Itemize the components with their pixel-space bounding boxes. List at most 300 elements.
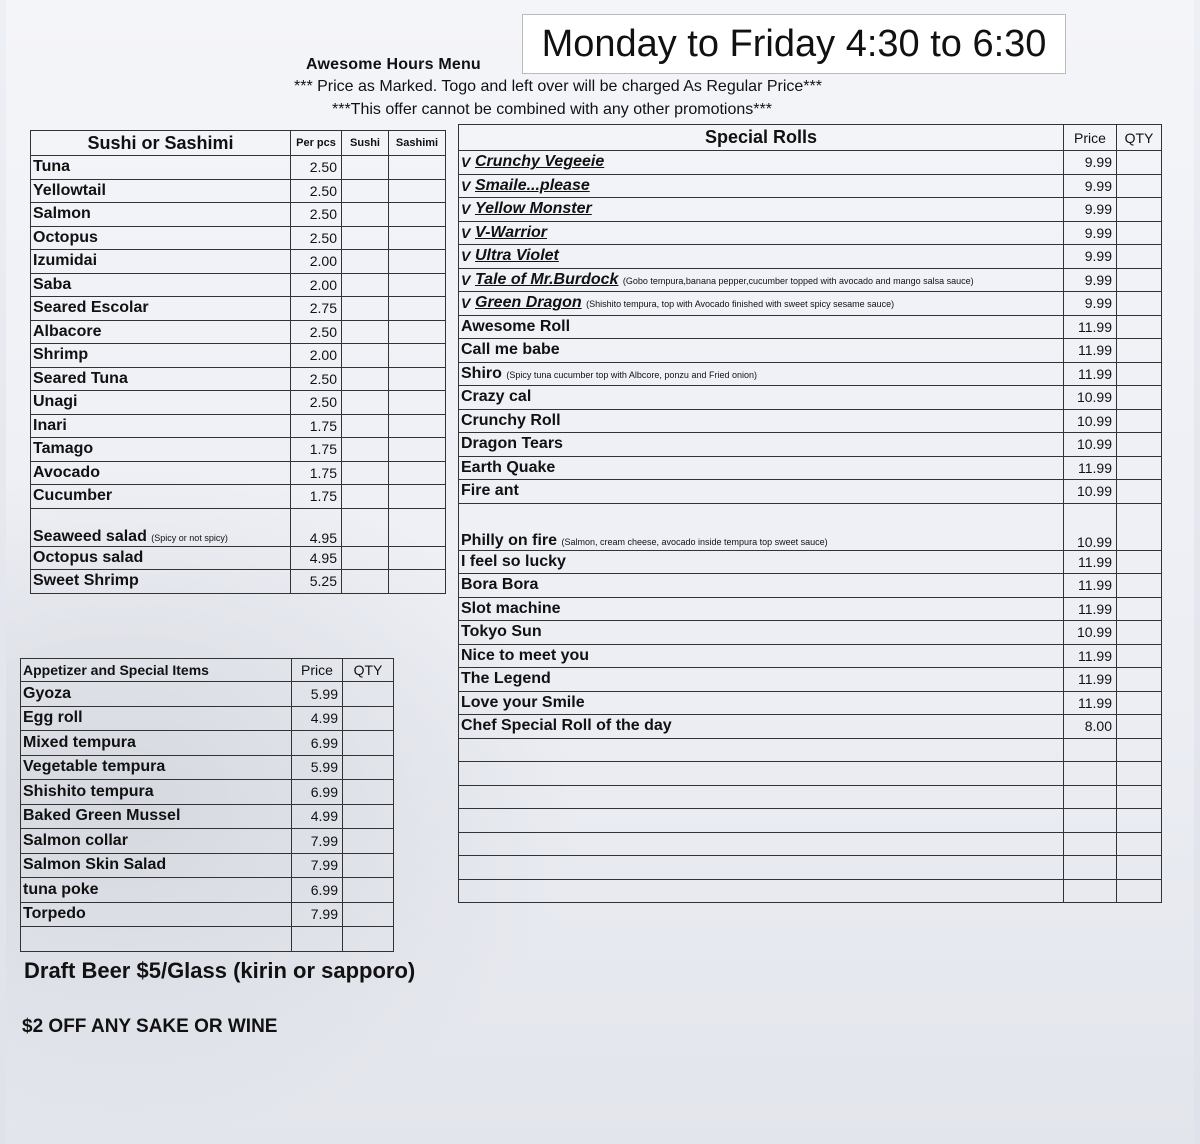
item-name: Seared Tuna: [31, 367, 291, 391]
qty-cell[interactable]: [389, 391, 446, 415]
hours-label: Monday to Friday 4:30 to 6:30: [522, 14, 1066, 74]
qty-cell[interactable]: [342, 391, 389, 415]
item-name: Salmon: [31, 203, 291, 227]
qty-cell[interactable]: [1117, 691, 1162, 715]
qty-cell[interactable]: [389, 226, 446, 250]
qty-cell[interactable]: [389, 367, 446, 391]
item-name: [459, 362, 1064, 386]
empty-cell: [459, 785, 1064, 809]
qty-cell[interactable]: [1117, 268, 1162, 292]
table-row: [459, 644, 1162, 668]
item-name: Baked Green Mussel: [21, 804, 292, 829]
qty-cell[interactable]: [342, 320, 389, 344]
qty-cell[interactable]: [343, 706, 394, 731]
table-row: [459, 386, 1162, 410]
item-name-text: Tale of Mr.Burdock: [475, 270, 619, 288]
item-name-text: Shiro: [461, 364, 502, 382]
item-price: 8.00: [1064, 715, 1117, 739]
item-price: 11.99: [1064, 362, 1117, 386]
item-name: I feel so lucky: [459, 550, 1064, 574]
item-name-text: Green Dragon: [475, 294, 582, 312]
item-price: 6.99: [292, 878, 343, 903]
item-price: 11.99: [1064, 597, 1117, 621]
qty-cell[interactable]: [1117, 668, 1162, 692]
item-name: Earth Quake: [459, 456, 1064, 480]
menu-title: Awesome Hours Menu: [306, 56, 481, 73]
col-qty: QTY: [343, 659, 394, 682]
qty-cell[interactable]: [389, 570, 446, 594]
item-name: Fire ant: [459, 480, 1064, 504]
qty-cell[interactable]: [1117, 738, 1162, 762]
qty-cell[interactable]: [1117, 809, 1162, 833]
item-name: Albacore: [31, 320, 291, 344]
rolls-header: Special Rolls: [459, 125, 1064, 151]
qty-cell[interactable]: [343, 780, 394, 805]
item-price: 2.50: [291, 203, 342, 227]
col-per-pcs: Per pcs: [291, 131, 342, 156]
item-price: 11.99: [1064, 668, 1117, 692]
item-name: Cucumber: [31, 485, 291, 509]
item-price: 2.00: [291, 344, 342, 368]
qty-cell[interactable]: [1117, 762, 1162, 786]
table-row: [21, 706, 394, 731]
empty-cell: [1064, 856, 1117, 880]
qty-cell[interactable]: [1117, 574, 1162, 598]
table-row: [31, 461, 446, 485]
table-row: [21, 927, 394, 952]
table-row: [21, 878, 394, 903]
table-row: [31, 226, 446, 250]
table-row: [459, 315, 1162, 339]
item-price: 10.99: [1064, 409, 1117, 433]
empty-cell: [459, 762, 1064, 786]
table-row: [31, 203, 446, 227]
item-name: Egg roll: [21, 706, 292, 731]
qty-cell[interactable]: [389, 179, 446, 203]
item-name: Chef Special Roll of the day: [459, 715, 1064, 739]
item-price: 2.50: [291, 391, 342, 415]
table-row: [459, 268, 1162, 292]
item-name: [473, 221, 1064, 245]
qty-cell[interactable]: [1117, 245, 1162, 269]
table-row: [459, 292, 1162, 316]
item-price: 11.99: [1064, 456, 1117, 480]
empty-cell: [292, 927, 343, 952]
table-row: [459, 198, 1162, 222]
qty-cell[interactable]: [342, 414, 389, 438]
qty-cell[interactable]: [1117, 292, 1162, 316]
item-price: 11.99: [1064, 315, 1117, 339]
table-row: [31, 297, 446, 321]
table-row: [21, 804, 394, 829]
item-name: Tuna: [31, 156, 291, 180]
item-name: Octopus salad: [31, 546, 291, 570]
item-name-text: Seaweed salad: [33, 527, 147, 545]
table-row: [459, 809, 1162, 833]
item-name: Crunchy Roll: [459, 409, 1064, 433]
table-row: [31, 179, 446, 203]
qty-cell[interactable]: [389, 297, 446, 321]
table-row: [459, 362, 1162, 386]
table-row: [459, 550, 1162, 574]
empty-cell: [459, 879, 1064, 903]
table-row: [31, 391, 446, 415]
empty-cell: [459, 832, 1064, 856]
qty-cell[interactable]: [1117, 456, 1162, 480]
item-name: Crazy cal: [459, 386, 1064, 410]
qty-cell[interactable]: [343, 878, 394, 903]
item-price: 9.99: [1064, 174, 1117, 198]
item-price: 11.99: [1064, 550, 1117, 574]
empty-cell: [1064, 762, 1117, 786]
item-name: Vegetable tempura: [21, 755, 292, 780]
veg-mark: V: [459, 174, 474, 198]
item-name: Avocado: [31, 461, 291, 485]
item-name: Slot machine: [459, 597, 1064, 621]
qty-cell[interactable]: [389, 438, 446, 462]
item-price: 10.99: [1064, 386, 1117, 410]
table-row: [31, 438, 446, 462]
item-price: 10.99: [1064, 503, 1117, 550]
table-row: [459, 409, 1162, 433]
item-name: Octopus: [31, 226, 291, 250]
qty-cell[interactable]: [343, 731, 394, 756]
item-name: [473, 174, 1064, 198]
item-name: The Legend: [459, 668, 1064, 692]
item-name: Shishito tempura: [21, 780, 292, 805]
item-price: 4.99: [292, 706, 343, 731]
table-row: [459, 762, 1162, 786]
item-price: 7.99: [292, 902, 343, 927]
qty-cell[interactable]: [389, 344, 446, 368]
item-price: 10.99: [1064, 480, 1117, 504]
item-price: 5.99: [292, 682, 343, 707]
item-name: Bora Bora: [459, 574, 1064, 598]
item-price: 9.99: [1064, 292, 1117, 316]
col-sushi: Sushi: [342, 131, 389, 156]
table-row: [459, 832, 1162, 856]
veg-mark: V: [459, 292, 474, 316]
qty-cell[interactable]: [342, 546, 389, 570]
item-name: Salmon collar: [21, 829, 292, 854]
table-row: [459, 503, 1162, 550]
empty-cell: [1064, 738, 1117, 762]
item-name-text: V-Warrior: [475, 223, 548, 241]
table-row: [31, 156, 446, 180]
item-price: 4.95: [291, 546, 342, 570]
item-note: (Salmon, cream cheese, avocado inside tempura top sweet sauce): [561, 536, 828, 547]
item-name: Nice to meet you: [459, 644, 1064, 668]
special-rolls-table: [458, 124, 1162, 903]
qty-cell[interactable]: [1117, 315, 1162, 339]
qty-cell[interactable]: [1117, 856, 1162, 880]
empty-cell: [459, 856, 1064, 880]
item-name: Inari: [31, 414, 291, 438]
menu-sheet: [6, 0, 1194, 1144]
table-row: [459, 174, 1162, 198]
qty-cell[interactable]: [389, 203, 446, 227]
item-name: Salmon Skin Salad: [21, 853, 292, 878]
table-row: [31, 485, 446, 509]
table-row: [21, 682, 394, 707]
qty-cell[interactable]: [389, 250, 446, 274]
draft-beer-offer: Draft Beer $5/Glass (kirin or sapporo): [24, 958, 416, 983]
item-name: [473, 151, 1064, 175]
empty-cell: [459, 738, 1064, 762]
sushi-header: Sushi or Sashimi: [31, 131, 291, 156]
item-price: 10.99: [1064, 433, 1117, 457]
item-name-text: Smaile...please: [475, 176, 590, 194]
qty-cell[interactable]: [1117, 151, 1162, 175]
item-name: Tokyo Sun: [459, 621, 1064, 645]
item-name: [473, 198, 1064, 222]
item-note: (Shishito tempura, top with Avocado finished with sweet spicy sesame sauce): [586, 299, 895, 310]
empty-cell: [1064, 785, 1117, 809]
item-price: 2.50: [291, 156, 342, 180]
table-row: [31, 320, 446, 344]
qty-cell[interactable]: [389, 414, 446, 438]
qty-cell[interactable]: [1117, 879, 1162, 903]
qty-cell[interactable]: [1117, 785, 1162, 809]
item-name: [473, 245, 1064, 269]
item-name: Gyoza: [21, 682, 292, 707]
qty-cell[interactable]: [343, 804, 394, 829]
item-name: Awesome Roll: [459, 315, 1064, 339]
table-row: [31, 250, 446, 274]
qty-cell[interactable]: [1117, 644, 1162, 668]
item-name: [473, 292, 1064, 316]
item-price: 5.25: [291, 570, 342, 594]
table-row: [31, 414, 446, 438]
qty-cell[interactable]: [342, 273, 389, 297]
veg-mark: V: [459, 268, 474, 292]
qty-cell[interactable]: [343, 927, 394, 952]
qty-cell[interactable]: [1117, 433, 1162, 457]
appetizer-header: Appetizer and Special Items: [21, 659, 292, 682]
table-row: [459, 151, 1162, 175]
item-name: [31, 508, 291, 546]
qty-cell[interactable]: [389, 273, 446, 297]
qty-cell[interactable]: [343, 902, 394, 927]
item-name: Tamago: [31, 438, 291, 462]
qty-cell[interactable]: [1117, 480, 1162, 504]
qty-cell[interactable]: [389, 508, 446, 546]
table-row: [21, 829, 394, 854]
item-price: 1.75: [291, 414, 342, 438]
item-note: (Spicy tuna cucumber top with Albcore, ponzu and Fried onion): [506, 369, 757, 380]
appetizer-table: [20, 658, 394, 952]
item-name: Yellowtail: [31, 179, 291, 203]
qty-cell[interactable]: [343, 755, 394, 780]
table-row: [459, 221, 1162, 245]
item-price: 2.00: [291, 250, 342, 274]
item-price: 9.99: [1064, 245, 1117, 269]
qty-cell[interactable]: [342, 179, 389, 203]
table-row: [459, 691, 1162, 715]
table-row: [31, 367, 446, 391]
veg-mark: V: [459, 151, 474, 175]
item-price: 9.99: [1064, 151, 1117, 175]
col-price: Price: [1064, 125, 1117, 151]
table-row: [21, 853, 394, 878]
table-row: [459, 339, 1162, 363]
item-note: (Gobo tempura,banana pepper,cucumber topped with avocado and mango salsa sauce): [622, 275, 974, 286]
qty-cell[interactable]: [389, 156, 446, 180]
table-row: [459, 856, 1162, 880]
item-price: 7.99: [292, 853, 343, 878]
item-price: 6.99: [292, 780, 343, 805]
col-price: Price: [292, 659, 343, 682]
table-row: [459, 456, 1162, 480]
table-row: [459, 879, 1162, 903]
table-row: [31, 344, 446, 368]
item-name: Unagi: [31, 391, 291, 415]
qty-cell[interactable]: [1117, 409, 1162, 433]
qty-cell[interactable]: [342, 461, 389, 485]
table-row: [459, 480, 1162, 504]
item-note: (Spicy or not spicy): [151, 532, 228, 543]
qty-cell[interactable]: [389, 320, 446, 344]
item-name: [473, 268, 1064, 292]
table-row: [459, 668, 1162, 692]
empty-cell: [1064, 809, 1117, 833]
qty-cell[interactable]: [1117, 386, 1162, 410]
item-price: 2.50: [291, 226, 342, 250]
qty-cell[interactable]: [342, 344, 389, 368]
item-name: Sweet Shrimp: [31, 570, 291, 594]
item-name-text: Crunchy Vegeeie: [475, 153, 605, 171]
item-price: 11.99: [1064, 574, 1117, 598]
qty-cell[interactable]: [1117, 198, 1162, 222]
qty-cell[interactable]: [1117, 597, 1162, 621]
table-row: [459, 597, 1162, 621]
col-qty: QTY: [1117, 125, 1162, 151]
item-price: 5.99: [292, 755, 343, 780]
table-row: [459, 245, 1162, 269]
col-sashimi: Sashimi: [389, 131, 446, 156]
item-price: 2.50: [291, 179, 342, 203]
notice-price: *** Price as Marked. Togo and left over will be charged As Regular Price***: [294, 78, 822, 95]
item-price: 11.99: [1064, 691, 1117, 715]
item-name: Saba: [31, 273, 291, 297]
table-row: [31, 546, 446, 570]
item-price: 10.99: [1064, 621, 1117, 645]
qty-cell[interactable]: [343, 853, 394, 878]
table-row: [21, 731, 394, 756]
veg-mark: V: [459, 221, 474, 245]
qty-cell[interactable]: [1117, 503, 1162, 550]
item-name: Dragon Tears: [459, 433, 1064, 457]
item-price: 9.99: [1064, 268, 1117, 292]
item-name: Torpedo: [21, 902, 292, 927]
empty-cell: [459, 809, 1064, 833]
item-price: 7.99: [292, 829, 343, 854]
qty-cell[interactable]: [342, 570, 389, 594]
item-name: Seared Escolar: [31, 297, 291, 321]
item-price: 9.99: [1064, 221, 1117, 245]
qty-cell[interactable]: [1117, 174, 1162, 198]
item-name-text: Ultra Violet: [475, 247, 559, 265]
table-row: [459, 738, 1162, 762]
table-row: [21, 902, 394, 927]
empty-cell: [1064, 832, 1117, 856]
qty-cell[interactable]: [343, 682, 394, 707]
item-price: 11.99: [1064, 644, 1117, 668]
table-row: [459, 574, 1162, 598]
veg-mark: V: [459, 245, 474, 269]
table-row: [459, 715, 1162, 739]
table-row: [459, 785, 1162, 809]
item-price: 2.50: [291, 320, 342, 344]
item-name-text: Yellow Monster: [475, 200, 592, 218]
qty-cell[interactable]: [342, 485, 389, 509]
sushi-table: [30, 130, 446, 594]
item-price: 1.75: [291, 438, 342, 462]
sake-wine-offer: $2 OFF ANY SAKE OR WINE: [22, 1016, 278, 1037]
table-row: [31, 508, 446, 546]
table-row: [459, 433, 1162, 457]
qty-cell[interactable]: [342, 226, 389, 250]
item-name: [459, 503, 1064, 550]
qty-cell[interactable]: [1117, 362, 1162, 386]
qty-cell[interactable]: [389, 485, 446, 509]
qty-cell[interactable]: [1117, 550, 1162, 574]
qty-cell[interactable]: [342, 203, 389, 227]
item-price: 9.99: [1064, 198, 1117, 222]
qty-cell[interactable]: [389, 461, 446, 485]
item-name: Izumidai: [31, 250, 291, 274]
qty-cell[interactable]: [1117, 832, 1162, 856]
qty-cell[interactable]: [389, 546, 446, 570]
table-row: [31, 273, 446, 297]
table-row: [21, 755, 394, 780]
qty-cell[interactable]: [1117, 221, 1162, 245]
qty-cell[interactable]: [1117, 339, 1162, 363]
item-price: 11.99: [1064, 339, 1117, 363]
qty-cell[interactable]: [1117, 715, 1162, 739]
item-name: tuna poke: [21, 878, 292, 903]
item-price: 2.75: [291, 297, 342, 321]
qty-cell[interactable]: [342, 367, 389, 391]
veg-mark: V: [459, 198, 474, 222]
item-price: 1.75: [291, 461, 342, 485]
item-name-text: Philly on fire: [461, 531, 558, 549]
empty-cell: [1064, 879, 1117, 903]
table-row: [21, 780, 394, 805]
notice-promo: ***This offer cannot be combined with any other promotions***: [332, 101, 772, 118]
item-price: 6.99: [292, 731, 343, 756]
item-price: 2.00: [291, 273, 342, 297]
item-price: 4.95: [291, 508, 342, 546]
item-name: Mixed tempura: [21, 731, 292, 756]
empty-cell: [21, 927, 292, 952]
qty-cell[interactable]: [342, 438, 389, 462]
table-row: [31, 570, 446, 594]
item-name: Call me babe: [459, 339, 1064, 363]
qty-cell[interactable]: [343, 829, 394, 854]
qty-cell[interactable]: [342, 156, 389, 180]
item-price: 1.75: [291, 485, 342, 509]
qty-cell[interactable]: [342, 297, 389, 321]
item-price: 2.50: [291, 367, 342, 391]
item-name: Love your Smile: [459, 691, 1064, 715]
qty-cell[interactable]: [342, 508, 389, 546]
qty-cell[interactable]: [342, 250, 389, 274]
item-name: Shrimp: [31, 344, 291, 368]
item-price: 4.99: [292, 804, 343, 829]
qty-cell[interactable]: [1117, 621, 1162, 645]
table-row: [459, 621, 1162, 645]
